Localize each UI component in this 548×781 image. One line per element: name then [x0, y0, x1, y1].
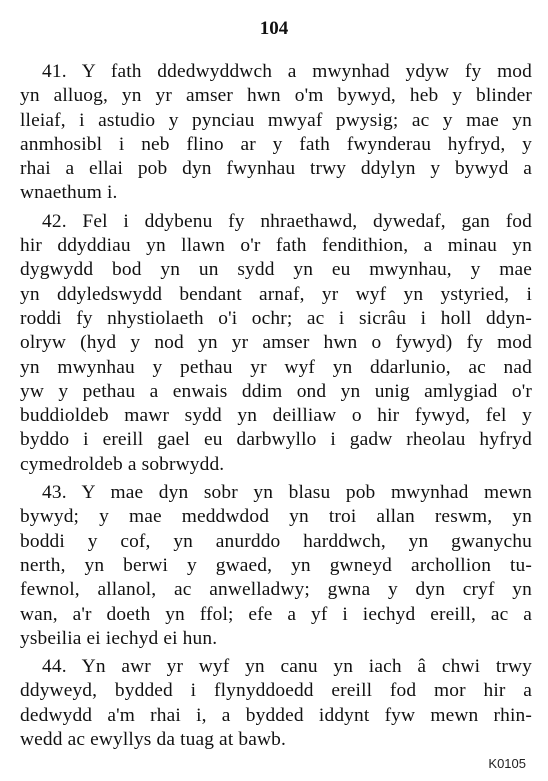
- text-line: yn alluog, yn yr amser hwn o'm bywyd, heb y blinder: [20, 85, 532, 107]
- text-line: boddi y cof, yn anurddo harddwch, yn gwanychu: [20, 530, 532, 552]
- text-line: yw y pethau a enwais ddim ond yn unig amlygiad o'r: [20, 380, 532, 402]
- archive-stamp: K0105: [488, 756, 526, 771]
- paragraph-44: [20, 655, 532, 752]
- text-line: cymedroldeb a sobrwydd.: [20, 453, 225, 475]
- paragraph-43: [20, 481, 532, 651]
- paragraph-42: [20, 210, 532, 477]
- text-line: ddyweyd, bydded i flynyddoedd ereill fod mor hir a: [20, 680, 532, 702]
- text-line: dedwydd a'm rhai i, a bydded iddynt fyw mewn rhin-: [20, 704, 532, 726]
- text-line: wedd ac ewyllys da tuag at bawb.: [20, 729, 286, 751]
- text-line: olryw (hyd y nod yn yr amser hwn o fywyd) fy mod: [20, 332, 532, 354]
- text-line: yn ddyledswydd bendant arnaf, yr wyf yn ystyried, i: [20, 283, 532, 305]
- text-line: rhai a ellai pob dyn fwynhau trwy ddylyn y bywyd a: [20, 158, 532, 180]
- text-line: fewnol, allanol, ac anwelladwy; gwna y dyn cryf yn: [20, 579, 532, 601]
- text-line: bywyd; y mae meddwdod yn troi allan reswm, yn: [20, 506, 532, 528]
- text-line: 44. Yn awr yr wyf yn canu yn iach â chwi trwy: [42, 656, 532, 678]
- text-line: 42. Fel i ddybenu fy nhraethawd, dywedaf, gan fod: [42, 210, 532, 232]
- text-line: 41. Y fath ddedwyddwch a mwynhad ydyw fy mod: [42, 61, 532, 82]
- text-line: lleiaf, i astudio y pynciau mwyaf pwysig; ac y mae yn: [20, 109, 532, 131]
- text-line: ysbeilia ei iechyd ei hun.: [20, 627, 218, 649]
- text-line: byddo i ereill gael eu darbwyllo i gadw rheolau hyfryd: [20, 429, 532, 451]
- text-line: buddioldeb mawr sydd yn deilliaw o hir fywyd, fel y: [20, 405, 532, 427]
- paragraph-41: [20, 60, 532, 206]
- text-line: wan, a'r doeth yn ffol; efe a yf i iechyd ereill, ac a: [20, 603, 532, 625]
- text-line: yn mwynhau y pethau yr wyf yn ddarlunio, ac nad: [20, 356, 532, 378]
- text-line: nerth, yn berwi y gwaed, yn gwneyd archollion tu-: [20, 554, 532, 576]
- body-text: [20, 60, 532, 756]
- text-line: wnaethum i.: [20, 182, 118, 204]
- text-line: anmhosibl i neb flino ar y fath fwynderau hyfryd, y: [20, 133, 532, 155]
- text-line: dygwydd bod yn un sydd yn eu mwynhau, y mae: [20, 259, 532, 281]
- text-line: hir ddyddiau yn llawn o'r fath fendithion, a minau yn: [20, 235, 532, 257]
- page-number: 104: [259, 18, 289, 39]
- text-line: roddi fy nhystiolaeth o'i ochr; ac i sicrâu i holl ddyn-: [20, 307, 532, 329]
- text-line: 43. Y mae dyn sobr yn blasu pob mwynhad mewn: [42, 482, 532, 504]
